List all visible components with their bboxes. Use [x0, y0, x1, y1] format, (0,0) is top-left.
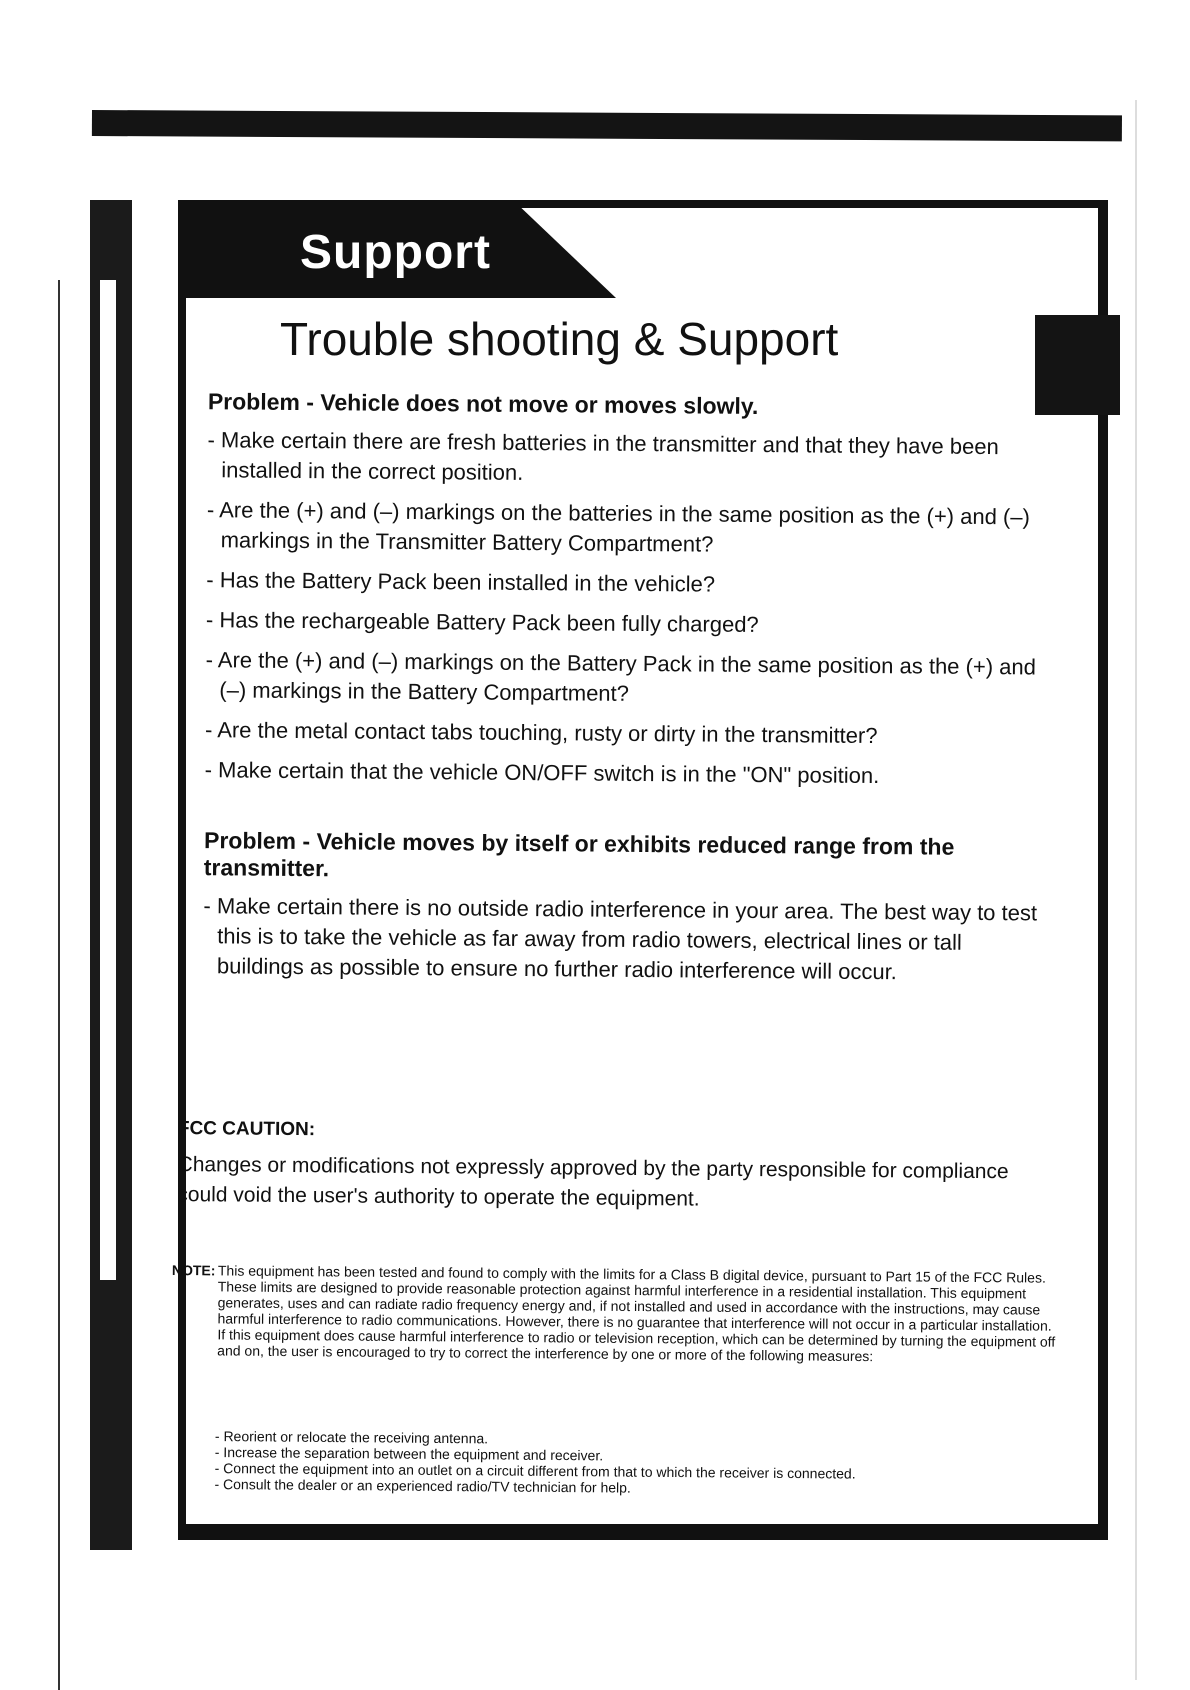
- measure-item: - Reorient or relocate the receiving antenna.: [215, 1428, 1015, 1451]
- note-text: This equipment has been tested and found to comply with the limits for a Class B digital device, pursuant to Part 15 of the FCC Rules. These limits are designed to provide reasonable protection against harmful interference in a residential installation. This equipment generates, uses and can radiate radio frequency energy and, if not installed and used in accordance with the instructions, may cause harmful interference to radio communications. However, there is no guarantee that interference will not occur in a particular installation. If this equipment does cause harmful interference to radio or television reception, which can be determined by turning the equipment off and on, the user is encouraged to try to correct the interference by one or more of the following measures:: [217, 1262, 1056, 1365]
- list-item: - Make certain that the vehicle ON/OFF switch is in the "ON" position.: [205, 755, 1043, 792]
- fcc-caution-heading: FCC CAUTION:: [177, 1118, 316, 1141]
- fcc-caution: [177, 1118, 1058, 1218]
- fcc-caution-text: Changes or modifications not expressly approved by the party responsible for compliance could void the user's authority to operate the equipment.: [177, 1152, 1009, 1211]
- list-item: - Has the Battery Pack been installed in the vehicle?: [206, 565, 1044, 602]
- section-banner-label: Support: [300, 226, 491, 279]
- list-item: - Are the metal contact tabs touching, rusty or dirty in the transmitter?: [205, 715, 1043, 752]
- measure-item: - Consult the dealer or an experienced radio/TV technician for help.: [214, 1476, 1014, 1499]
- side-tab: [1035, 315, 1120, 415]
- top-rule: [92, 110, 1122, 141]
- left-strip-gap: [100, 280, 116, 1280]
- page-title: Trouble shooting & Support: [280, 313, 839, 365]
- troubleshooting-content: [181, 388, 1046, 998]
- list-item: - Are the (+) and (–) markings on the batteries in the same position as the (+) and (–) markings in the Transmitter Battery Compartment?: [207, 495, 1045, 562]
- scan-edge: [1135, 100, 1137, 1680]
- list-item: - Make certain there is no outside radio interference in your area. The best way to test this is to take the vehicle as far away from radio towers, electrical lines or tall buildings as possible to ensure no further radio interference will occur.: [203, 891, 1042, 988]
- fcc-note: [171, 1262, 1062, 1366]
- problem-heading: Problem - Vehicle moves by itself or exhibits reduced range from the transmitter.: [203, 827, 955, 882]
- problem-heading: Problem - Vehicle does not move or moves slowly.: [207, 388, 759, 419]
- measures-list: [214, 1428, 1015, 1499]
- list-item: - Make certain there are fresh batteries in the transmitter and that they have been installed in the correct position.: [207, 425, 1045, 492]
- note-label: NOTE:: [171, 1262, 216, 1279]
- measure-item: - Increase the separation between the equipment and receiver.: [215, 1444, 1015, 1467]
- left-scan-line: [58, 280, 60, 1690]
- measure-item: - Connect the equipment into an outlet on a circuit different from that to which the receiver is connected.: [215, 1460, 1015, 1483]
- list-item: - Are the (+) and (–) markings on the Battery Pack in the same position as the (+) and (–) markings in the Battery Compartment?: [205, 645, 1043, 712]
- list-item: - Has the rechargeable Battery Pack been fully charged?: [206, 605, 1044, 642]
